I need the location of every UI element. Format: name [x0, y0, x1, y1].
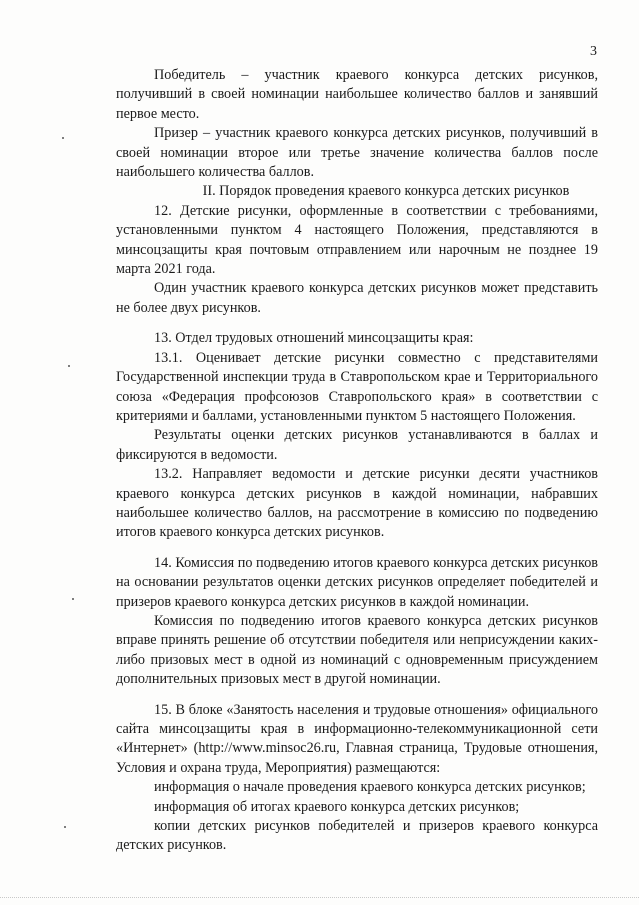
section-title: II. Порядок проведения краевого конкурса детских рисунков: [202, 183, 570, 200]
paragraph-15: 15. В блоке «Занятость населения и трудовые отношения» официального сайта минсоцзащиты края в информационно-телекоммуникационной сети «Интернет» (http://www.minsoc26.ru, Главная страница, Трудовые отношения, Условия и охрана труда, Мероприятия) размещаются:: [116, 701, 598, 776]
scan-edge-line: [0, 897, 639, 899]
paragraph-13-1: 13.1. Оценивает детские рисунки совместно с представителями Государственной инспекции труда в Ставропольском крае и Территориального союза «Федерация профсоюзов Ставропольского края» в соответствии с критериями и баллами, установленными пунктом 5 настоящего Положения.: [116, 349, 598, 424]
paragraph-winner-definition: Победитель – участник краевого конкурса детских рисунков, получивший в своей номинации наибольшее количество баллов и занявший первое место.: [116, 67, 598, 122]
scan-speck: [72, 598, 74, 600]
paragraph-12: 12. Детские рисунки, оформленные в соответствии с требованиями, установленными пунктом 4 настоящего Положения, представляются в минсоцзащиты края почтовым отправлением или нарочным не позднее 19 марта 2021 года.: [116, 202, 598, 278]
scan-speck: [68, 365, 70, 367]
list-item: информация о начале проведения краевого конкурса детских рисунков;: [154, 779, 586, 796]
scan-speck: [62, 137, 64, 139]
list-item: копии детских рисунков победителей и призеров краевого конкурса детских рисунков.: [116, 818, 598, 854]
paragraph-14: 14. Комиссия по подведению итогов краевого конкурса детских рисунков на основании результатов оценки детских рисунков определяет победителей и призеров краевого конкурса детских рисунков в каждой номинации.: [116, 554, 598, 610]
scan-speck: [64, 826, 66, 828]
paragraph-14-commission: Комиссия по подведению итогов краевого конкурса детских рисунков вправе принять решение об отсутствии победителя или неприсуждении каких-либо призовых мест в одной из номинаций с одновременным присуждением дополнительных призовых мест в другой номинации.: [116, 612, 598, 688]
paragraph-13-2: 13.2. Направляет ведомости и детские рисунки десяти участников краевого конкурса детских рисунков в каждой номинации, набравших наибольшее количество баллов, на рассмотрение в комиссию по подведению итогов краевого конкурса детских рисунков.: [116, 466, 598, 541]
paragraph-prize-winner-definition: Призер – участник краевого конкурса детских рисунков, получивший в своей номинации второе или третье значение количества баллов после наибольшего количества баллов.: [116, 125, 598, 181]
paragraph-12-limit: Один участник краевого конкурса детских рисунков может представить не более двух рисунков.: [116, 280, 598, 316]
paragraph-13: 13. Отдел трудовых отношений минсоцзащиты края:: [154, 330, 474, 347]
paragraph-13-1-results: Результаты оценки детских рисунков устанавливаются в баллах и фиксируются в ведомости.: [116, 427, 598, 463]
document-body: [116, 66, 598, 856]
list-item: информация об итогах краевого конкурса детских рисунков;: [154, 798, 520, 815]
page-number: 3: [590, 44, 597, 59]
